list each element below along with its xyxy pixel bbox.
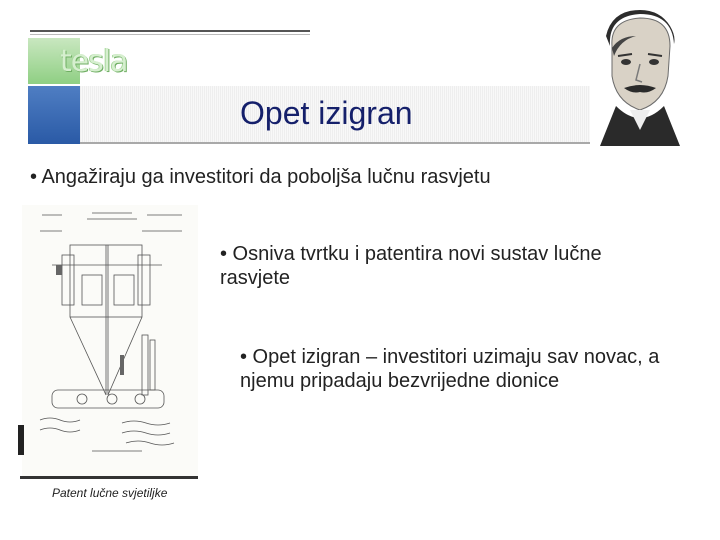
logo-blue-block [28,86,80,144]
header-rule-thin [30,34,310,35]
patent-edge-mark [18,425,24,455]
patent-bottom-border [20,476,198,479]
patent-drawing-image [22,205,198,477]
tesla-portrait-image [590,6,690,146]
bullet-company-patent: • Osniva tvrtku i patentira novi sustav lučne rasvjete [220,243,602,289]
patent-caption: Patent lučne svjetiljke [52,486,168,500]
bullet-investors: • Angažiraju ga investitori da poboljša lučnu rasvjetu [30,166,491,188]
slide-title: Opet izigran [240,95,413,131]
header-rule [30,30,310,32]
bullet-cheated: • Opet izigran – investitori uzimaju sav novac, a njemu pripadaju bezvrijedne dionice [240,346,660,392]
tesla-logo-text: tesla [60,44,128,79]
